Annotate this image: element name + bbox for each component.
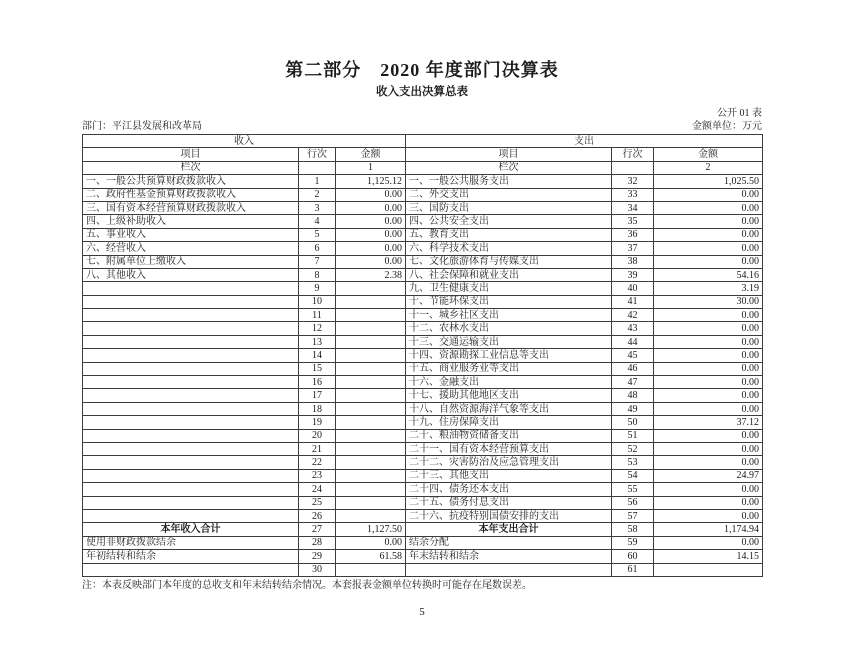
- expense-item-cell: 二十五、债务付息支出: [406, 496, 612, 509]
- expense-amount-cell: 37.12: [654, 416, 763, 429]
- expense-rowno-cell: 44: [612, 335, 654, 348]
- column-index-row: [83, 161, 763, 174]
- expense-item-cell: 十五、商业服务业等支出: [406, 362, 612, 375]
- table-row: [83, 509, 763, 522]
- expense-amount-cell: 0.00: [654, 349, 763, 362]
- table-body: [83, 175, 763, 577]
- expense-item-cell: 十二、农林水支出: [406, 322, 612, 335]
- income-item-cell: 本年收入合计: [83, 523, 299, 536]
- expense-rowno-cell: 54: [612, 469, 654, 482]
- page-number: 5: [419, 606, 425, 618]
- expense-item-cell: 三、国防支出: [406, 201, 612, 214]
- income-amount-cell: 0.00: [336, 536, 406, 549]
- income-amount-cell: 1,127.50: [336, 523, 406, 536]
- expense-rowno-cell: 34: [612, 201, 654, 214]
- department-label: 部门：平江县发展和改革局: [82, 121, 202, 132]
- income-rowno-cell: 24: [299, 483, 336, 496]
- income-amount-cell: 61.58: [336, 550, 406, 563]
- expense-amount-cell: 0.00: [654, 215, 763, 228]
- expense-rowno-cell: 58: [612, 523, 654, 536]
- expense-item-cell: 本年支出合计: [406, 523, 612, 536]
- expense-amount-cell: 0.00: [654, 389, 763, 402]
- page-subtitle: 收入支出决算总表: [376, 86, 468, 98]
- income-amount-cell: [336, 309, 406, 322]
- table-row: [83, 483, 763, 496]
- expense-item-cell: 二十二、灾害防治及应急管理支出: [406, 456, 612, 469]
- expense-item-cell: 十六、金融支出: [406, 376, 612, 389]
- expense-item-cell: 结余分配: [406, 536, 612, 549]
- expense-item-cell: 五、教育支出: [406, 228, 612, 241]
- expense-amount-cell: 0.00: [654, 309, 763, 322]
- expense-amount-cell: 54.16: [654, 268, 763, 281]
- income-amount-cell: [336, 456, 406, 469]
- income-column-index-label: 栏次: [83, 161, 299, 174]
- table-row: [83, 309, 763, 322]
- expense-rowno-cell: 40: [612, 282, 654, 295]
- income-item-cell: [83, 322, 299, 335]
- table-row: [83, 188, 763, 201]
- table-row: [83, 228, 763, 241]
- expense-column-index: 2: [654, 161, 763, 174]
- income-amount-cell: [336, 376, 406, 389]
- income-amount-cell: [336, 442, 406, 455]
- income-rowno-cell: 21: [299, 442, 336, 455]
- income-item-cell: [83, 416, 299, 429]
- income-item-cell: 使用非财政拨款结余: [83, 536, 299, 549]
- income-rowno-cell: 30: [299, 563, 336, 576]
- expense-amount-cell: 0.00: [654, 402, 763, 415]
- expense-rowno-cell: 43: [612, 322, 654, 335]
- table-row: [83, 389, 763, 402]
- income-rowno-cell: 12: [299, 322, 336, 335]
- income-amount-cell: [336, 335, 406, 348]
- income-amount-cell: [336, 282, 406, 295]
- table-row: [83, 442, 763, 455]
- expense-rowno-cell: 51: [612, 429, 654, 442]
- expense-rowno-cell: 57: [612, 509, 654, 522]
- income-column-index: 1: [336, 161, 406, 174]
- table-row: [83, 295, 763, 308]
- expense-amount-cell: 0.00: [654, 201, 763, 214]
- expense-rowno-cell: 56: [612, 496, 654, 509]
- expense-item-cell: 二十一、国有资本经营预算支出: [406, 442, 612, 455]
- income-rowno-cell: 17: [299, 389, 336, 402]
- income-amount-cell: 0.00: [336, 228, 406, 241]
- expense-amount-cell: 0.00: [654, 429, 763, 442]
- income-item-header: 项目: [83, 148, 299, 161]
- income-amount-cell: [336, 429, 406, 442]
- income-amount-cell: 1,125.12: [336, 175, 406, 188]
- income-item-cell: [83, 376, 299, 389]
- income-item-cell: [83, 349, 299, 362]
- income-rowno-cell: 27: [299, 523, 336, 536]
- expense-rowno-header: 行次: [612, 148, 654, 161]
- expense-amount-cell: 0.00: [654, 509, 763, 522]
- income-rowno-cell: 26: [299, 509, 336, 522]
- expense-amount-cell: 0.00: [654, 322, 763, 335]
- expense-rowno-cell: 33: [612, 188, 654, 201]
- income-item-cell: [83, 469, 299, 482]
- expense-item-cell: 二十三、其他支出: [406, 469, 612, 482]
- income-rowno-cell: 20: [299, 429, 336, 442]
- income-item-cell: [83, 335, 299, 348]
- expense-rowno-cell: 41: [612, 295, 654, 308]
- expense-amount-cell: 0.00: [654, 362, 763, 375]
- expense-rowno-cell: 49: [612, 402, 654, 415]
- expense-column-index-blank: [612, 161, 654, 174]
- income-rowno-cell: 5: [299, 228, 336, 241]
- income-amount-cell: [336, 483, 406, 496]
- expense-column-index-label: 栏次: [406, 161, 612, 174]
- expense-section-header: 支出: [406, 135, 763, 148]
- expense-amount-cell: 0.00: [654, 242, 763, 255]
- expense-item-cell: 八、社会保障和就业支出: [406, 268, 612, 281]
- expense-item-cell: 六、科学技术支出: [406, 242, 612, 255]
- income-rowno-cell: 28: [299, 536, 336, 549]
- income-rowno-cell: 2: [299, 188, 336, 201]
- table-row: [83, 201, 763, 214]
- income-item-cell: 三、国有资本经营预算财政拨款收入: [83, 201, 299, 214]
- income-item-cell: 五、事业收入: [83, 228, 299, 241]
- table-row: [83, 469, 763, 482]
- expense-rowno-cell: 55: [612, 483, 654, 496]
- income-item-cell: [83, 282, 299, 295]
- table-row: [83, 322, 763, 335]
- expense-item-cell: 九、卫生健康支出: [406, 282, 612, 295]
- expense-amount-cell: 0.00: [654, 442, 763, 455]
- income-rowno-cell: 22: [299, 456, 336, 469]
- expense-amount-cell: 24.97: [654, 469, 763, 482]
- income-amount-cell: [336, 322, 406, 335]
- income-amount-cell: 0.00: [336, 188, 406, 201]
- expense-amount-cell: 0.00: [654, 228, 763, 241]
- income-item-cell: 二、政府性基金预算财政拨款收入: [83, 188, 299, 201]
- table-row: [83, 429, 763, 442]
- income-rowno-cell: 15: [299, 362, 336, 375]
- expense-rowno-cell: 47: [612, 376, 654, 389]
- income-rowno-cell: 10: [299, 295, 336, 308]
- income-rowno-cell: 25: [299, 496, 336, 509]
- income-item-cell: 七、附属单位上缴收入: [83, 255, 299, 268]
- table-row: [83, 550, 763, 563]
- income-rowno-cell: 6: [299, 242, 336, 255]
- expense-item-cell: 十七、援助其他地区支出: [406, 389, 612, 402]
- expense-amount-cell: 30.00: [654, 295, 763, 308]
- unit-label: 金额单位：万元: [692, 121, 762, 132]
- table-row: [83, 376, 763, 389]
- expense-item-cell: 二十六、抗疫特别国债安排的支出: [406, 509, 612, 522]
- document-sheet: [82, 0, 762, 593]
- income-item-cell: [83, 563, 299, 576]
- expense-rowno-cell: 46: [612, 362, 654, 375]
- table-row: [83, 282, 763, 295]
- income-amount-cell: [336, 389, 406, 402]
- income-rowno-cell: 4: [299, 215, 336, 228]
- expense-amount-cell: 14.15: [654, 550, 763, 563]
- expense-item-cell: 十三、交通运输支出: [406, 335, 612, 348]
- income-rowno-cell: 1: [299, 175, 336, 188]
- expense-amount-cell: 0.00: [654, 483, 763, 496]
- income-rowno-cell: 18: [299, 402, 336, 415]
- income-item-cell: 四、上级补助收入: [83, 215, 299, 228]
- income-rowno-cell: 7: [299, 255, 336, 268]
- income-amount-cell: [336, 295, 406, 308]
- table-row: [83, 523, 763, 536]
- income-amount-cell: [336, 402, 406, 415]
- column-header-row: [83, 148, 763, 161]
- income-rowno-cell: 13: [299, 335, 336, 348]
- income-amount-cell: [336, 349, 406, 362]
- expense-item-cell: 十九、住房保障支出: [406, 416, 612, 429]
- income-item-cell: [83, 389, 299, 402]
- expense-item-cell: 二十四、债务还本支出: [406, 483, 612, 496]
- expense-item-cell: 一、一般公共服务支出: [406, 175, 612, 188]
- income-item-cell: [83, 509, 299, 522]
- meta-line: [82, 120, 762, 133]
- expense-amount-cell: 0.00: [654, 376, 763, 389]
- expense-amount-header: 金额: [654, 148, 763, 161]
- income-rowno-cell: 14: [299, 349, 336, 362]
- income-column-index-blank: [299, 161, 336, 174]
- expense-rowno-cell: 38: [612, 255, 654, 268]
- income-rowno-cell: 29: [299, 550, 336, 563]
- table-row: [83, 456, 763, 469]
- income-amount-cell: 2.38: [336, 268, 406, 281]
- expense-amount-cell: 0.00: [654, 335, 763, 348]
- income-item-cell: [83, 442, 299, 455]
- expense-item-cell: 十、节能环保支出: [406, 295, 612, 308]
- expense-item-cell: 七、文化旅游体育与传媒支出: [406, 255, 612, 268]
- expense-amount-cell: 1,174.94: [654, 523, 763, 536]
- income-amount-cell: [336, 496, 406, 509]
- income-amount-cell: [336, 509, 406, 522]
- expense-rowno-cell: 48: [612, 389, 654, 402]
- income-amount-cell: [336, 416, 406, 429]
- income-item-cell: [83, 402, 299, 415]
- income-rowno-cell: 9: [299, 282, 336, 295]
- table-row: [83, 335, 763, 348]
- income-rowno-cell: 23: [299, 469, 336, 482]
- income-rowno-cell: 16: [299, 376, 336, 389]
- income-rowno-cell: 11: [299, 309, 336, 322]
- expense-item-cell: 二十、粮油物资储备支出: [406, 429, 612, 442]
- expense-rowno-cell: 53: [612, 456, 654, 469]
- income-item-cell: 六、经营收入: [83, 242, 299, 255]
- expense-amount-cell: 0.00: [654, 188, 763, 201]
- income-amount-cell: 0.00: [336, 255, 406, 268]
- income-amount-cell: [336, 563, 406, 576]
- income-item-cell: [83, 496, 299, 509]
- table-row: [83, 255, 763, 268]
- expense-rowno-cell: 37: [612, 242, 654, 255]
- income-amount-cell: 0.00: [336, 242, 406, 255]
- income-rowno-cell: 3: [299, 201, 336, 214]
- expense-amount-cell: 1,025.50: [654, 175, 763, 188]
- income-item-cell: [83, 429, 299, 442]
- expense-rowno-cell: 45: [612, 349, 654, 362]
- expense-rowno-cell: 39: [612, 268, 654, 281]
- table-row: [83, 242, 763, 255]
- table-row: [83, 349, 763, 362]
- income-item-cell: 年初结转和结余: [83, 550, 299, 563]
- expense-rowno-cell: 52: [612, 442, 654, 455]
- expense-item-cell: 十八、自然资源海洋气象等支出: [406, 402, 612, 415]
- expense-item-cell: 十四、资源勘探工业信息等支出: [406, 349, 612, 362]
- income-item-cell: [83, 456, 299, 469]
- income-amount-header: 金额: [336, 148, 406, 161]
- expense-item-header: 项目: [406, 148, 612, 161]
- expense-item-cell: 四、公共安全支出: [406, 215, 612, 228]
- income-amount-cell: 0.00: [336, 201, 406, 214]
- income-rowno-header: 行次: [299, 148, 336, 161]
- expense-amount-cell: 0.00: [654, 255, 763, 268]
- expense-rowno-cell: 50: [612, 416, 654, 429]
- income-item-cell: [83, 295, 299, 308]
- expense-rowno-cell: 42: [612, 309, 654, 322]
- income-amount-cell: [336, 362, 406, 375]
- accounts-table: [82, 134, 763, 577]
- income-item-cell: [83, 309, 299, 322]
- table-row: [83, 496, 763, 509]
- table-code: 公开 01 表: [717, 108, 762, 119]
- expense-rowno-cell: 35: [612, 215, 654, 228]
- table-row: [83, 536, 763, 549]
- income-amount-cell: 0.00: [336, 215, 406, 228]
- expense-amount-cell: 0.00: [654, 536, 763, 549]
- section-header-row: [83, 135, 763, 148]
- income-item-cell: 八、其他收入: [83, 268, 299, 281]
- table-row: [83, 416, 763, 429]
- table-row: [83, 268, 763, 281]
- table-row: [83, 175, 763, 188]
- expense-rowno-cell: 60: [612, 550, 654, 563]
- expense-item-cell: 十一、城乡社区支出: [406, 309, 612, 322]
- expense-rowno-cell: 36: [612, 228, 654, 241]
- page-title: 第二部分 2020 年度部门决算表: [285, 60, 559, 80]
- expense-amount-cell: 0.00: [654, 456, 763, 469]
- income-item-cell: 一、一般公共预算财政拨款收入: [83, 175, 299, 188]
- expense-rowno-cell: 59: [612, 536, 654, 549]
- income-item-cell: [83, 362, 299, 375]
- income-item-cell: [83, 483, 299, 496]
- table-row: [83, 563, 763, 576]
- table-row: [83, 362, 763, 375]
- expense-item-cell: [406, 563, 612, 576]
- income-rowno-cell: 8: [299, 268, 336, 281]
- expense-item-cell: 年末结转和结余: [406, 550, 612, 563]
- expense-item-cell: 二、外交支出: [406, 188, 612, 201]
- income-amount-cell: [336, 469, 406, 482]
- expense-amount-cell: 0.00: [654, 496, 763, 509]
- expense-amount-cell: 3.19: [654, 282, 763, 295]
- income-section-header: 收入: [83, 135, 406, 148]
- expense-rowno-cell: 32: [612, 175, 654, 188]
- footnote: 注：本表反映部门本年度的总收支和年末结转结余情况。本套报表金额单位转换时可能存在尾数误差。: [82, 579, 532, 591]
- expense-rowno-cell: 61: [612, 563, 654, 576]
- income-rowno-cell: 19: [299, 416, 336, 429]
- table-row: [83, 215, 763, 228]
- expense-amount-cell: [654, 563, 763, 576]
- table-row: [83, 402, 763, 415]
